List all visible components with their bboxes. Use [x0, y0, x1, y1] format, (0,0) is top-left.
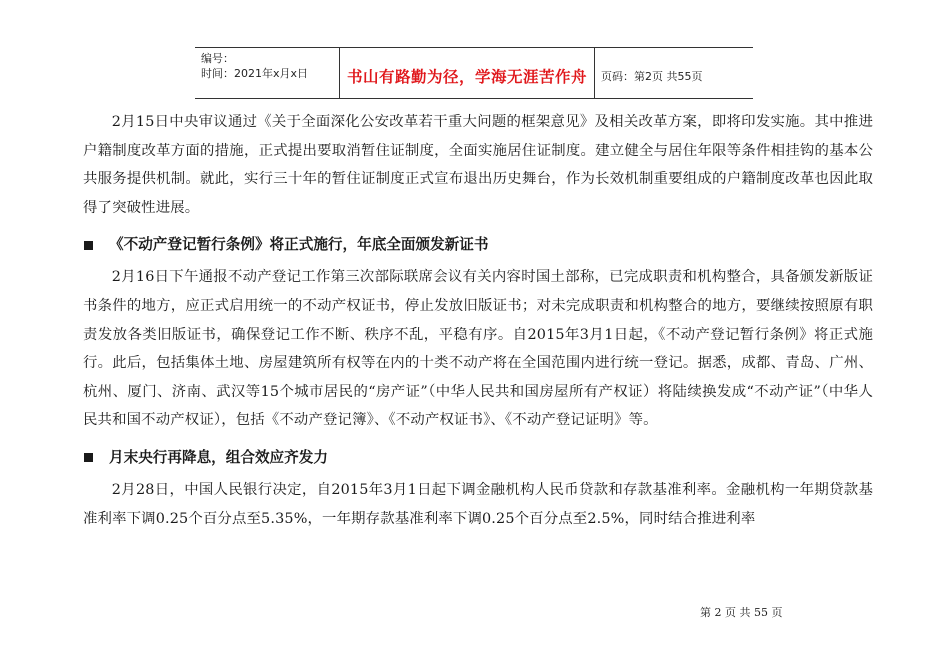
section-heading-real-estate: [83, 231, 873, 259]
paragraph-interest-rate: 2月28日，中国人民银行决定，自2015年3月1日起下调金融机构人民币贷款和存款基准利率。金融机构一年期贷款基准利率下调0.25个百分点至5.35%，一年期存款基准利率下调0.25个百分点至2.5%，同时结合推进利率: [83, 481, 873, 527]
header-meta-cell: [195, 48, 340, 98]
header-page-number: 页码：第2页 共55页: [601, 70, 703, 83]
header-motto: 书山有路勤为径，学海无涯苦作舟: [340, 48, 595, 98]
square-bullet-icon: [84, 241, 93, 250]
page-header: [195, 47, 753, 99]
paragraph-real-estate-registration: 2月16日下午通报不动产登记工作第三次部际联席会议有关内容时国土部称，已完成职责和机构整合，具备颁发新版证书条件的地方，应正式启用统一的不动产权证书，停止发放旧版证书；对未完成职责和机构整合的地方，要继续按照原有职责发放各类旧版证书，确保登记工作不断、秩序不乱，平稳有序。自2015年3月1日起，《不动产登记暂行条例》将正式施行。此后，包括集体土地、房屋建筑所有权等在内的十类不动产将在全国范围内进行统一登记。据悉，成都、青岛、广州、杭州、厦门、济南、武汉等15个城市居民的“房产证”（中华人民共和国房屋所有产权证）将陆续换发成“不动产证”（中华人民共和国不动产权证），包括《不动产登记簿》、《不动产权证书》、《不动产登记证明》等。: [83, 269, 873, 429]
document-time-label: 时间：2021年x月x日: [201, 67, 309, 80]
document-body: [83, 108, 873, 533]
document-number-label: 编号：: [201, 52, 234, 65]
square-bullet-icon: [84, 453, 93, 462]
page-footer-number: 第 2 页 共 55 页: [700, 606, 783, 619]
section-heading-rate-cut: [83, 444, 873, 472]
section-heading-text: 月末央行再降息，组合效应齐发力: [109, 448, 328, 466]
section-heading-text: 《不动产登记暂行条例》将正式施行，年底全面颁发新证书: [109, 236, 489, 254]
paragraph-residence-permit: 2月15日中央审议通过《关于全面深化公安改革若干重大问题的框架意见》及相关改革方案，即将印发实施。其中推进户籍制度改革方面的措施，正式提出要取消暂住证制度，全面实施居住证制度。建立健全与居住年限等条件相挂钩的基本公共服务提供机制。就此，实行三十年的暂住证制度正式宣布退出历史舞台，作为长效机制重要组成的户籍制度改革也因此取得了突破性进展。: [83, 114, 873, 216]
